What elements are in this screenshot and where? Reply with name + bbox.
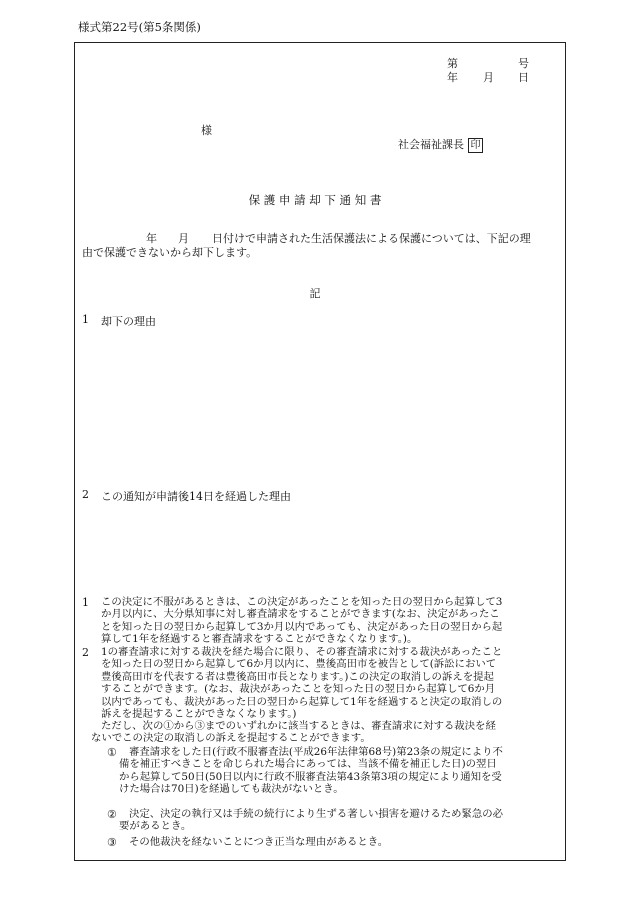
seal-mark: 印: [468, 138, 483, 153]
sub-item-line: から起算して50日(50日以内に行政不服審査法第43条第3項の規定により通知を受: [119, 770, 502, 783]
note-line: とを知った日の翌日から起算して3か月以内であっても、決定があった日の翌日から起: [101, 620, 503, 633]
sub-item-2: [119, 808, 504, 833]
proviso-line: ただし、次の①から③までのいずれかに該当するときは、審査請求に対する裁決を経: [101, 720, 496, 732]
item-2-number: 2: [82, 488, 89, 501]
note-1: [101, 596, 502, 646]
body-month: 月: [178, 232, 189, 245]
issuer-title: 社会福祉課長: [398, 138, 464, 151]
sub-item-1-mark: ①: [107, 746, 117, 759]
sub-item-line: 要があるとき。: [119, 820, 192, 833]
note-line: 算して1年を経過すると審査請求をすることができなくなります。)。: [101, 633, 418, 646]
note-line: することができます。(なお、裁決があったことを知った日の翌日から起算して6か月: [101, 683, 496, 696]
proviso: [91, 720, 496, 745]
ki-heading: 記: [309, 287, 321, 300]
note-2-number: 2: [82, 646, 89, 659]
note-1-number: 1: [82, 596, 89, 609]
date-year: 年: [447, 71, 458, 84]
body-line-2: 由で保護できないから却下します。: [82, 246, 258, 259]
note-line: 以内であっても、裁決があった日の翌日から起算して1年を経過すると決定の取消しの: [101, 695, 503, 708]
number-suffix: 号: [518, 57, 529, 70]
issuer: [398, 136, 483, 153]
sub-item-1: [119, 746, 503, 796]
note-line: を知った日の翌日から起算して6か月以内に、豊後高田市を被告として(訴訟において: [101, 658, 497, 671]
sub-item-3-mark: ③: [107, 836, 117, 849]
document-title: 保 護 申 請 却 下 通 知 書: [248, 193, 382, 207]
note-line: 訴えを提起することができなくなります。): [101, 708, 297, 721]
date-month: 月: [483, 71, 494, 84]
sub-item-2-mark: ②: [107, 808, 117, 821]
sub-item-line: 審査請求をした日(行政不服審査法(平成26年法律第68号)第23条の規定により不: [129, 746, 503, 758]
sub-item-3: [129, 836, 388, 848]
item-2-text: この通知が申請後14日を経過した理由: [101, 490, 291, 503]
body-line-1: 日付けで申請された生活保護法による保護については、下記の理: [212, 232, 531, 245]
sub-item-line: 決定、決定の執行又は手続の続行により生ずる著しい損害を避けるため緊急の必: [129, 808, 504, 820]
proviso-line: ないでこの決定の取消しの訴えを提起することができます。: [91, 732, 371, 745]
note-line: か月以内に、大分県知事に対し審査請求をすることができます(なお、決定があったこ: [101, 608, 500, 621]
note-line: 1の審査請求に対する裁決を経た場合に限り、その審査請求に対する裁決があったこと: [101, 646, 503, 658]
item-1-text: 却下の理由: [101, 315, 156, 328]
sub-item-line: けた場合は70日)を経過しても裁決がないとき。: [119, 783, 344, 796]
form-number-label: 様式第22号(第5条関係): [78, 20, 201, 34]
number-prefix: 第: [447, 57, 458, 70]
sub-item-line: その他裁決を経ないことにつき正当な理由があるとき。: [129, 836, 389, 848]
item-1-number: 1: [82, 313, 89, 326]
addressee-suffix: 様: [201, 124, 212, 137]
sub-item-line: 備を補正すべきことを命じられた場合にあっては、当該不備を補正した日)の翌日: [119, 758, 497, 771]
body-year: 年: [146, 232, 157, 245]
note-line: この決定に不服があるときは、この決定があったことを知った日の翌日から起算して3: [101, 596, 503, 608]
note-line: 豊後高田市を代表する者は豊後高田市長となります。)この決定の取消しの訴えを提起: [101, 670, 494, 683]
note-2: [101, 646, 502, 720]
date-day: 日: [518, 71, 529, 84]
